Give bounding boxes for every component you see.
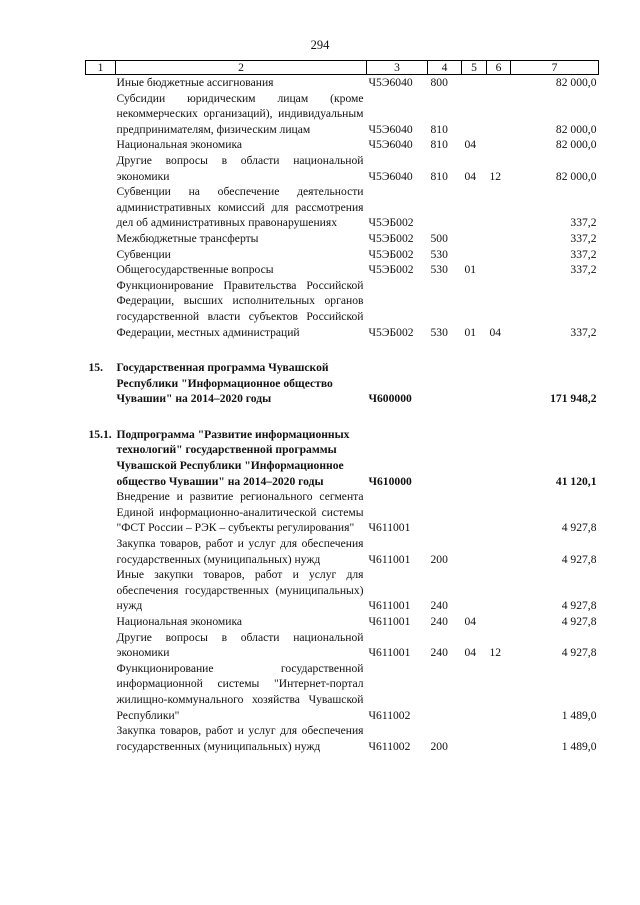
row-target-code: Ч5Э6040	[368, 122, 413, 136]
row-number	[86, 489, 116, 536]
column-header: 4	[428, 61, 462, 75]
row-description: Функционирование Правительства Российской Федерации, высших исполнительных органов государственной власти субъектов Российской Федерации, местных администраций	[116, 278, 364, 339]
row-expense-type	[428, 360, 462, 407]
row-section	[462, 489, 487, 536]
row-target-code: Ч5ЭБ002	[368, 247, 414, 261]
table-row	[86, 489, 599, 536]
table-row	[86, 536, 599, 567]
row-target-code: Ч611001	[368, 615, 411, 628]
row-spacer	[86, 407, 599, 427]
row-description: Субсидии юридическим лицам (кроме некоммерческих организаций), индивидуальным предпринимателям, физическим лицам	[116, 91, 364, 136]
row-number	[86, 91, 116, 138]
table-row	[86, 360, 599, 407]
row-expense-type: 500	[430, 231, 448, 245]
table-row	[86, 278, 599, 340]
row-amount: 337,2	[570, 216, 597, 230]
row-subsection	[487, 137, 511, 153]
row-amount: 4 927,8	[561, 599, 597, 613]
row-subsection	[487, 247, 511, 263]
table-row	[86, 75, 599, 91]
row-section	[462, 567, 487, 614]
row-amount: 337,2	[570, 247, 597, 261]
row-section: 01	[464, 263, 477, 277]
column-header: 5	[462, 61, 487, 75]
row-amount: 4 927,8	[561, 615, 597, 628]
row-section	[462, 536, 487, 567]
row-target-code: Ч5ЭБ002	[368, 231, 414, 245]
row-target-code: Ч610000	[368, 474, 412, 488]
row-expense-type	[428, 489, 462, 536]
row-subsection	[487, 184, 511, 231]
table-row	[86, 231, 599, 247]
row-section	[462, 661, 487, 723]
column-header: 1	[86, 61, 116, 75]
table-row	[86, 137, 599, 153]
row-description: Общегосударственные вопросы	[116, 263, 274, 277]
row-spacer	[86, 340, 599, 360]
row-subsection	[487, 536, 511, 567]
row-number	[86, 278, 116, 340]
row-expense-type: 240	[430, 615, 448, 628]
row-target-code: Ч600000	[368, 392, 412, 406]
row-section: 04	[464, 169, 477, 183]
row-target-code: Ч611001	[368, 646, 411, 660]
row-subsection	[487, 91, 511, 138]
row-description: Национальная экономика	[116, 615, 243, 628]
row-section	[462, 91, 487, 138]
row-section: 04	[464, 646, 477, 660]
table-row	[86, 567, 599, 614]
row-number	[86, 536, 116, 567]
table-row	[86, 630, 599, 661]
row-expense-type: 530	[430, 247, 448, 261]
row-number: 15.	[88, 361, 103, 375]
row-subsection	[487, 360, 511, 407]
table-row	[86, 262, 599, 278]
row-number	[86, 75, 116, 91]
row-target-code: Ч611001	[368, 552, 411, 566]
row-number	[86, 614, 116, 630]
row-target-code: Ч611001	[368, 599, 411, 613]
table-row	[86, 661, 599, 723]
row-target-code: Ч5ЭБ002	[368, 325, 414, 339]
row-subsection	[487, 567, 511, 614]
row-description: Закупка товаров, работ и услуг для обеспечения государственных (муниципальных) нужд	[116, 724, 364, 753]
row-number	[86, 723, 116, 754]
table-row	[86, 184, 599, 231]
row-amount: 4 927,8	[561, 521, 597, 535]
row-expense-type: 200	[430, 552, 448, 566]
row-target-code: Ч5ЭБ002	[368, 263, 414, 277]
row-description: Подпрограмма "Развитие информационных технологий" государственной программы Чувашской Республики "Информационное общество Чувашии" на 2014–2020 годы	[116, 427, 350, 488]
row-amount: 82 000,0	[555, 169, 597, 183]
row-description: Государственная программа Чувашской Республики "Информационное общество Чувашии" на 2014–2020 годы	[116, 361, 333, 406]
row-section	[462, 723, 487, 754]
column-header: 3	[367, 61, 428, 75]
row-number	[86, 247, 116, 263]
row-description: Другие вопросы в области национальной экономики	[116, 153, 364, 183]
table-body	[86, 75, 599, 755]
row-amount: 41 120,1	[555, 474, 597, 488]
row-section: 01	[464, 325, 477, 339]
column-header: 6	[487, 61, 511, 75]
row-subsection	[487, 262, 511, 278]
row-number	[86, 661, 116, 723]
row-amount: 4 927,8	[561, 646, 597, 660]
row-description: Другие вопросы в области национальной экономики	[116, 630, 364, 660]
row-amount: 337,2	[570, 325, 597, 339]
table-row	[86, 247, 599, 263]
row-description: Иные закупки товаров, работ и услуг для обеспечения государственных (муниципальных) нужд	[116, 568, 364, 613]
row-description: Субвенции на обеспечение деятельности административных комиссий для рассмотрения дел об административных правонарушениях	[116, 185, 364, 230]
row-expense-type: 530	[430, 325, 448, 339]
row-section	[462, 360, 487, 407]
row-section	[462, 75, 487, 91]
row-amount: 337,2	[570, 231, 597, 245]
row-subsection	[487, 661, 511, 723]
row-subsection	[487, 231, 511, 247]
row-expense-type: 240	[430, 599, 448, 613]
row-section	[462, 184, 487, 231]
row-section	[462, 427, 487, 489]
row-amount: 4 927,8	[561, 552, 597, 566]
row-description: Иные бюджетные ассигнования	[116, 76, 274, 89]
row-subsection: 12	[489, 169, 502, 183]
table-row	[86, 723, 599, 754]
row-amount: 82 000,0	[555, 76, 597, 89]
row-expense-type	[428, 661, 462, 723]
row-number	[86, 184, 116, 231]
row-description: Закупка товаров, работ и услуг для обеспечения государственных (муниципальных) нужд	[116, 537, 364, 566]
row-amount: 82 000,0	[555, 122, 597, 136]
row-number: 15.1.	[88, 427, 112, 441]
row-number	[86, 137, 116, 153]
table-row	[86, 91, 599, 138]
row-subsection: 12	[489, 646, 502, 660]
row-target-code: Ч5Э6040	[368, 169, 413, 183]
row-amount: 1 489,0	[561, 739, 597, 753]
row-description: Функционирование государственной информационной системы "Интернет-портал жилищно-коммунального хозяйства Чувашской Республики"	[116, 661, 364, 722]
row-target-code: Ч5Э6040	[368, 76, 413, 89]
table-row	[86, 614, 599, 630]
row-expense-type: 800	[430, 76, 448, 89]
row-number	[86, 262, 116, 278]
row-description: Субвенции	[116, 247, 171, 261]
row-description: Национальная экономика	[116, 138, 243, 152]
row-section	[462, 231, 487, 247]
row-subsection	[487, 614, 511, 630]
row-amount: 82 000,0	[555, 138, 597, 152]
row-amount: 171 948,2	[550, 392, 597, 406]
row-expense-type: 810	[430, 169, 448, 183]
row-target-code: Ч611001	[368, 521, 411, 535]
column-header: 2	[116, 61, 367, 75]
row-expense-type: 200	[430, 739, 448, 753]
table-header-row	[86, 61, 599, 75]
row-expense-type: 240	[430, 646, 448, 660]
row-description: Внедрение и развитие регионального сегмента Единой информационно-аналитической системы "ФСТ России – РЭК – субъекты регулирования"	[116, 490, 364, 535]
row-subsection: 04	[489, 325, 502, 339]
row-section: 04	[464, 615, 477, 628]
row-subsection	[487, 489, 511, 536]
row-number	[86, 231, 116, 247]
row-expense-type	[428, 427, 462, 489]
row-number	[86, 153, 116, 184]
row-subsection	[487, 75, 511, 91]
row-expense-type	[428, 184, 462, 231]
row-amount: 1 489,0	[561, 708, 597, 722]
row-target-code: Ч611002	[368, 739, 411, 753]
table-row	[86, 153, 599, 184]
table-row	[86, 427, 599, 489]
row-expense-type: 810	[430, 138, 448, 152]
row-amount: 337,2	[570, 263, 597, 277]
budget-table	[85, 60, 599, 754]
row-subsection	[487, 723, 511, 754]
row-number	[86, 630, 116, 661]
row-number	[86, 567, 116, 614]
column-header: 7	[511, 61, 599, 75]
row-expense-type: 810	[430, 122, 448, 136]
row-subsection	[487, 427, 511, 489]
row-target-code: Ч5ЭБ002	[368, 216, 414, 230]
page-number: 294	[310, 38, 330, 52]
row-target-code: Ч5Э6040	[368, 138, 413, 152]
row-expense-type: 530	[430, 263, 448, 277]
row-section: 04	[464, 138, 477, 152]
row-section	[462, 247, 487, 263]
row-description: Межбюджетные трансферты	[116, 231, 259, 245]
row-target-code: Ч611002	[368, 708, 411, 722]
